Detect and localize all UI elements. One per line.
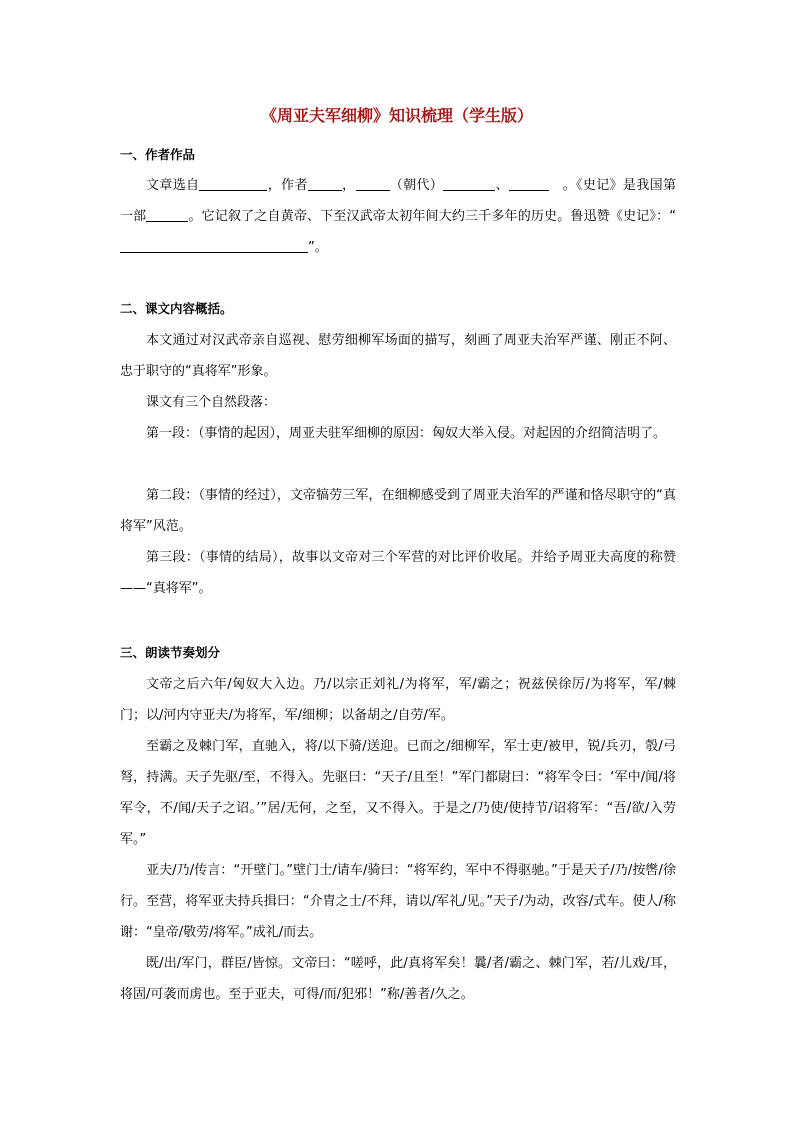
text-segment: ， xyxy=(341,178,356,193)
summary-paragraph-part-2: 第二段：（事情的经过），文帝犒劳三军，在细柳感受到了周亚夫治军的严谨和恪尽职守的“真将军”风范。 xyxy=(120,488,676,534)
fill-blank-source xyxy=(199,175,267,191)
rhythm-paragraph-2: 至霸之及棘门军，直驰入，将/以下骑/送迎。已而之/细柳军，军士吏/被甲，锐/兵刃，彀/弓弩，持满。天子先驱/至，不得入。先驱曰：“天子/且至！”军门都尉曰：“将军令曰：‘军中/闻/将军令，不/闻/天子之诏。’”居/无何，之至，又不得入。于是之/乃使/使持节/诏将军：“吾/欲/入劳军。” xyxy=(120,739,676,847)
fill-blank-book-type xyxy=(146,206,188,222)
text-segment: 、 xyxy=(495,178,509,193)
section-heading-author-works: 一、作者作品 xyxy=(120,147,196,162)
fill-blank-author xyxy=(308,175,342,191)
text-segment: 文章选自 xyxy=(146,178,200,193)
text-segment: ”。 xyxy=(308,240,328,255)
text-segment: ，作者 xyxy=(267,178,308,193)
summary-paragraph-part-3: 第三段：（事情的结局），故事以文帝对三个军营的对比评价收尾。并给予周亚夫高度的称赞——“真将军”。 xyxy=(120,550,676,596)
summary-paragraph: 本文通过对汉武帝亲自巡视、慰劳细柳军场面的描写，刻画了周亚夫治军严谨、刚正不阿、忠于职守的“真将军”形象。 xyxy=(120,333,676,379)
author-works-paragraph xyxy=(120,170,676,263)
section-heading-reading-rhythm: 三、朗读节奏划分 xyxy=(120,645,221,660)
text-segment: 。《史记》是我国第一部 xyxy=(120,178,676,224)
text-segment: 。它记叙了之自黄帝、下至汉武帝太初年间大约三千多年的历史。鲁迅赞《史记》：“ xyxy=(188,209,676,224)
section-heading-summary: 二、课文内容概括。 xyxy=(120,301,233,316)
document-title: 《周亚夫军细柳》知识梳理（学生版） xyxy=(260,106,533,125)
rhythm-paragraph-1: 文帝之后六年/匈奴大入边。乃/以宗正刘礼/为将军，军/霸之；祝兹侯徐厉/为将军，军/棘门；以/河内守亚夫/为将军，军/细柳；以备胡之/自劳/军。 xyxy=(120,677,676,723)
fill-blank-dynasty xyxy=(356,175,390,191)
fill-blank-identity-1 xyxy=(443,175,495,191)
summary-paragraph-part-1: 第一段：（事情的起因），周亚夫驻军细柳的原因：匈奴大举入侵。对起因的介绍简洁明了。 xyxy=(146,426,667,441)
summary-paragraph-intro: 课文有三个自然段落： xyxy=(146,395,277,410)
fill-blank-identity-2 xyxy=(509,175,549,191)
fill-blank-lu-xun-praise xyxy=(120,237,308,253)
rhythm-paragraph-3: 亚夫/乃/传言：“开壁门。”壁门士/请车/骑曰：“将军约，军中不得驱驰。”于是天子/乃/按辔/徐行。至营，将军亚夫持兵揖曰：“介胄之士/不拜，请以/军礼/见。”天子/为动，改容/式车。使人/称谢：“皇帝/敬劳/将军。”成礼/而去。 xyxy=(120,863,676,940)
rhythm-paragraph-4: 既/出/军门，群臣/皆惊。文帝曰：“嗟呼，此/真将军矣！曩/者/霸之、棘门军，若/儿戏/耳，将固/可袭而虏也。至于亚夫，可得/而/犯邪！”称/善者/久之。 xyxy=(120,956,676,1002)
text-segment: （朝代） xyxy=(389,178,444,193)
